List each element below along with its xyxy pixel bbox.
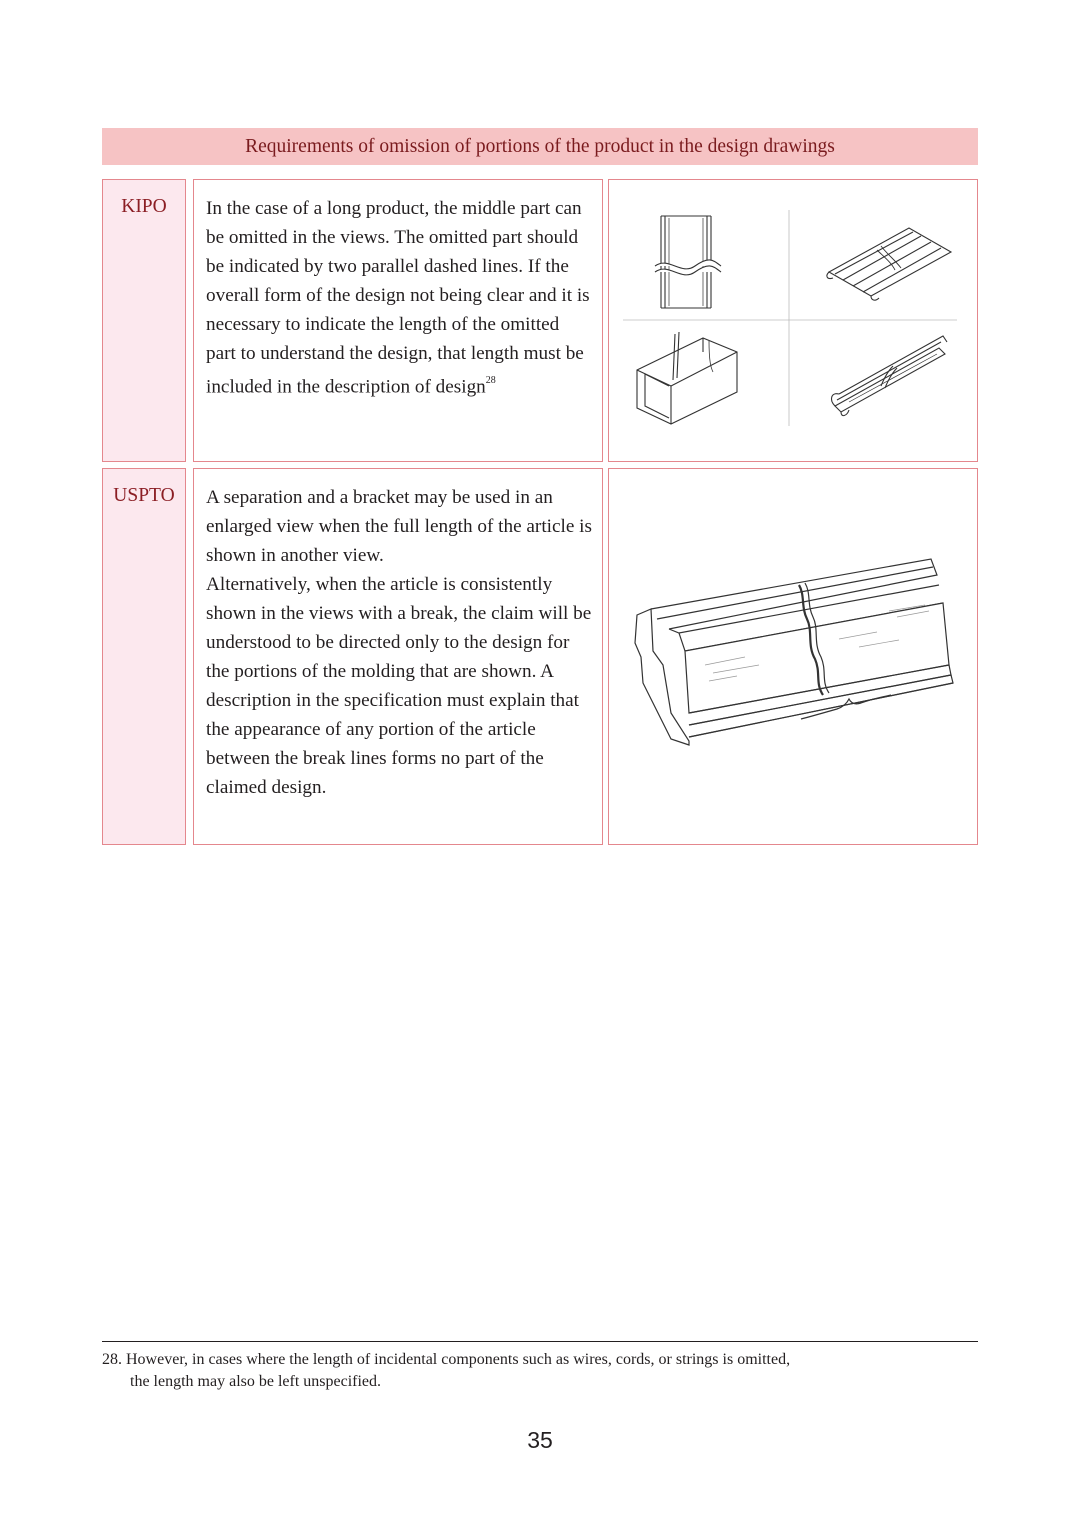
uspto-description xyxy=(193,468,603,845)
footnote-28 xyxy=(102,1349,962,1393)
kipo-description xyxy=(193,179,603,462)
channel-drawing xyxy=(637,332,737,424)
vertical-strip-drawing xyxy=(655,216,721,308)
flat-panel-drawing xyxy=(827,228,951,300)
kipo-drawings-svg xyxy=(609,180,977,461)
kipo-illustration xyxy=(608,179,978,462)
molding-drawing-svg xyxy=(609,469,977,844)
rail-drawing xyxy=(832,336,947,416)
uspto-paragraph-1: A separation and a bracket may be used in an enlarged view when the full length of the article is shown in another view. xyxy=(206,487,592,566)
uspto-paragraph-2: Alternatively, when the article is consistently shown in the views with a break, the claim will be understood to be directed only to the design for the portions of the molding that are shown. A description in the specification must explain that the appearance of any portion of the article between the break lines forms no part of the claimed design. xyxy=(206,574,592,798)
office-label-uspto: USPTO xyxy=(102,468,186,845)
table-header-title: Requirements of omission of portions of the product in the design drawings xyxy=(245,135,835,157)
footnote-divider xyxy=(102,1341,978,1342)
footnote-line-2: the length may also be left unspecified. xyxy=(130,1373,382,1390)
kipo-description-text: In the case of a long product, the middle part can be omitted in the views. The omitted part should be indicated by two parallel dashed lines. If the overall form of the design not being clear and it is necessary to indicate the length of the omitted part to understand the design, that length must be included in the description of design xyxy=(206,198,590,398)
footnote-reference: 28 xyxy=(485,375,496,386)
footnote-number: 28. xyxy=(102,1351,122,1368)
footnote-line-1: However, in cases where the length of incidental components such as wires, cords, or strings is omitted, xyxy=(126,1351,791,1368)
uspto-illustration xyxy=(608,468,978,845)
office-label-kipo: KIPO xyxy=(102,179,186,462)
table-header xyxy=(102,128,978,165)
page-number: 35 xyxy=(527,1427,553,1453)
